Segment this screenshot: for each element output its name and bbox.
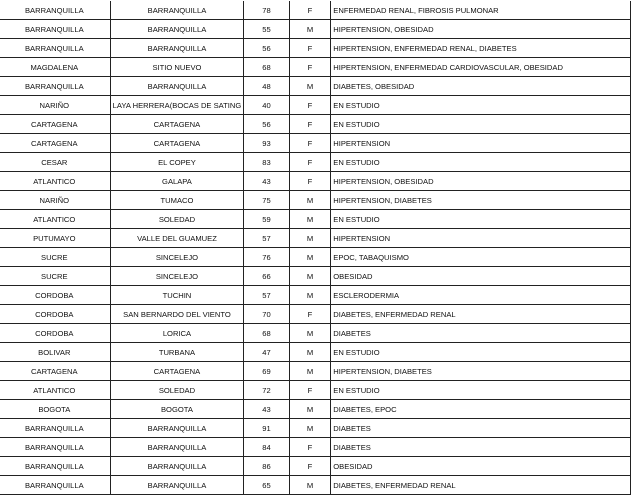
cell-sex[interactable]: M xyxy=(289,267,331,286)
cell-department[interactable]: BARRANQUILLA xyxy=(0,1,110,20)
cell-conditions[interactable]: DIABETES, ENFERMEDAD RENAL xyxy=(331,305,631,324)
cell-sex[interactable]: F xyxy=(289,1,331,20)
table-row xyxy=(0,381,631,400)
cell-municipality[interactable]: CARTAGENA xyxy=(110,362,244,381)
cell-municipality[interactable]: BARRANQUILLA xyxy=(110,476,244,495)
cell-conditions[interactable]: HIPERTENSION xyxy=(331,134,631,153)
cell-municipality[interactable]: BARRANQUILLA xyxy=(110,1,244,20)
cell-municipality[interactable]: SOLEDAD xyxy=(110,381,244,400)
cell-sex[interactable]: F xyxy=(289,457,331,476)
cell-department[interactable]: CESAR xyxy=(0,153,110,172)
cell-conditions[interactable]: EPOC, TABAQUISMO xyxy=(331,248,631,267)
cell-department[interactable]: BOGOTA xyxy=(0,400,110,419)
cell-conditions[interactable]: HIPERTENSION, ENFERMEDAD RENAL, DIABETES xyxy=(331,39,631,58)
cell-conditions[interactable]: HIPERTENSION xyxy=(331,229,631,248)
cell-department[interactable]: ATLANTICO xyxy=(0,381,110,400)
table-row xyxy=(0,438,631,457)
cell-municipality[interactable]: SINCELEJO xyxy=(110,267,244,286)
table-row xyxy=(0,229,631,248)
cell-age[interactable]: 75 xyxy=(244,191,289,210)
table-row xyxy=(0,20,631,39)
cell-conditions[interactable]: DIABETES, OBESIDAD xyxy=(331,77,631,96)
cell-sex[interactable]: M xyxy=(289,476,331,495)
cell-department[interactable]: BARRANQUILLA xyxy=(0,77,110,96)
table-row xyxy=(0,134,631,153)
cell-age[interactable]: 55 xyxy=(244,20,289,39)
cell-sex[interactable]: M xyxy=(289,229,331,248)
cell-conditions[interactable]: EN ESTUDIO xyxy=(331,210,631,229)
cell-conditions[interactable]: HIPERTENSION, OBESIDAD xyxy=(331,172,631,191)
cell-municipality[interactable]: BARRANQUILLA xyxy=(110,77,244,96)
spreadsheet-table xyxy=(0,1,631,495)
cell-sex[interactable]: M xyxy=(289,77,331,96)
table-row xyxy=(0,210,631,229)
table-row xyxy=(0,39,631,58)
cell-department[interactable]: BARRANQUILLA xyxy=(0,457,110,476)
cell-conditions[interactable]: ESCLERODERMIA xyxy=(331,286,631,305)
cell-conditions[interactable]: HIPERTENSION, DIABETES xyxy=(331,191,631,210)
cell-sex[interactable]: F xyxy=(289,58,331,77)
cell-age[interactable]: 70 xyxy=(244,305,289,324)
cell-sex[interactable]: F xyxy=(289,153,331,172)
cell-sex[interactable]: F xyxy=(289,305,331,324)
cell-municipality[interactable]: SAN BERNARDO DEL VIENTO xyxy=(110,305,244,324)
cell-age[interactable]: 84 xyxy=(244,438,289,457)
cell-municipality[interactable]: BARRANQUILLA xyxy=(110,457,244,476)
cell-sex[interactable]: M xyxy=(289,210,331,229)
cell-conditions[interactable]: EN ESTUDIO xyxy=(331,153,631,172)
cell-municipality[interactable]: BOGOTA xyxy=(110,400,244,419)
cell-age[interactable]: 47 xyxy=(244,343,289,362)
cell-conditions[interactable]: DIABETES xyxy=(331,324,631,343)
cell-sex[interactable]: F xyxy=(289,438,331,457)
cell-conditions[interactable]: EN ESTUDIO xyxy=(331,115,631,134)
cell-conditions[interactable]: DIABETES xyxy=(331,419,631,438)
cell-age[interactable]: 86 xyxy=(244,457,289,476)
cell-department[interactable]: SUCRE xyxy=(0,248,110,267)
cell-sex[interactable]: F xyxy=(289,381,331,400)
cell-conditions[interactable]: HIPERTENSION, DIABETES xyxy=(331,362,631,381)
table-row xyxy=(0,267,631,286)
cell-municipality[interactable]: LORICA xyxy=(110,324,244,343)
cell-conditions[interactable]: ENFERMEDAD RENAL, FIBROSIS PULMONAR xyxy=(331,1,631,20)
cell-department[interactable]: BARRANQUILLA xyxy=(0,438,110,457)
cell-sex[interactable]: M xyxy=(289,191,331,210)
cell-municipality[interactable]: TURBANA xyxy=(110,343,244,362)
table-row xyxy=(0,248,631,267)
table-row xyxy=(0,115,631,134)
cell-municipality[interactable]: LAYA HERRERA(BOCAS DE SATING xyxy=(110,96,244,115)
cell-department[interactable]: BARRANQUILLA xyxy=(0,419,110,438)
cell-conditions[interactable]: EN ESTUDIO xyxy=(331,96,631,115)
cell-age[interactable]: 68 xyxy=(244,324,289,343)
cell-department[interactable]: NARIÑO xyxy=(0,191,110,210)
cell-age[interactable]: 56 xyxy=(244,39,289,58)
cell-age[interactable]: 66 xyxy=(244,267,289,286)
cell-conditions[interactable]: DIABETES xyxy=(331,438,631,457)
cell-sex[interactable]: M xyxy=(289,20,331,39)
cell-age[interactable]: 48 xyxy=(244,77,289,96)
cell-department[interactable]: BOLIVAR xyxy=(0,343,110,362)
cell-municipality[interactable]: TUMACO xyxy=(110,191,244,210)
cell-municipality[interactable]: SINCELEJO xyxy=(110,248,244,267)
cell-age[interactable]: 57 xyxy=(244,286,289,305)
cell-municipality[interactable]: CARTAGENA xyxy=(110,134,244,153)
cell-municipality[interactable]: BARRANQUILLA xyxy=(110,438,244,457)
cell-department[interactable]: CORDOBA xyxy=(0,324,110,343)
cell-department[interactable]: NARIÑO xyxy=(0,96,110,115)
cell-age[interactable]: 43 xyxy=(244,400,289,419)
cell-conditions[interactable]: HIPERTENSION, OBESIDAD xyxy=(331,20,631,39)
table-row xyxy=(0,96,631,115)
cell-age[interactable]: 40 xyxy=(244,96,289,115)
cell-age[interactable]: 56 xyxy=(244,115,289,134)
table-body xyxy=(0,1,631,495)
cell-department[interactable]: CARTAGENA xyxy=(0,115,110,134)
table-row xyxy=(0,457,631,476)
cell-sex[interactable]: M xyxy=(289,362,331,381)
cell-department[interactable]: BARRANQUILLA xyxy=(0,476,110,495)
table-row xyxy=(0,58,631,77)
cell-department[interactable]: ATLANTICO xyxy=(0,172,110,191)
table-row xyxy=(0,77,631,96)
cell-department[interactable]: CORDOBA xyxy=(0,305,110,324)
cell-municipality[interactable]: VALLE DEL GUAMUEZ xyxy=(110,229,244,248)
cell-age[interactable]: 57 xyxy=(244,229,289,248)
table-row xyxy=(0,153,631,172)
cell-municipality[interactable]: EL COPEY xyxy=(110,153,244,172)
table-row xyxy=(0,305,631,324)
cell-municipality[interactable]: TUCHIN xyxy=(110,286,244,305)
cell-age[interactable]: 72 xyxy=(244,381,289,400)
table-row xyxy=(0,400,631,419)
cell-municipality[interactable]: BARRANQUILLA xyxy=(110,39,244,58)
cell-department[interactable]: PUTUMAYO xyxy=(0,229,110,248)
cell-department[interactable]: CORDOBA xyxy=(0,286,110,305)
table-row xyxy=(0,476,631,495)
cell-municipality[interactable]: CARTAGENA xyxy=(110,115,244,134)
cell-age[interactable]: 93 xyxy=(244,134,289,153)
table-row xyxy=(0,419,631,438)
cell-age[interactable]: 68 xyxy=(244,58,289,77)
cell-conditions[interactable]: OBESIDAD xyxy=(331,267,631,286)
cell-sex[interactable]: M xyxy=(289,248,331,267)
cell-sex[interactable]: F xyxy=(289,115,331,134)
cell-age[interactable]: 65 xyxy=(244,476,289,495)
cell-conditions[interactable]: DIABETES, EPOC xyxy=(331,400,631,419)
cell-department[interactable]: BARRANQUILLA xyxy=(0,20,110,39)
cell-sex[interactable]: F xyxy=(289,172,331,191)
table-row xyxy=(0,172,631,191)
cell-conditions[interactable]: EN ESTUDIO xyxy=(331,343,631,362)
cell-conditions[interactable]: DIABETES, ENFERMEDAD RENAL xyxy=(331,476,631,495)
cell-department[interactable]: CARTAGENA xyxy=(0,362,110,381)
cell-age[interactable]: 78 xyxy=(244,1,289,20)
cell-sex[interactable]: M xyxy=(289,400,331,419)
cell-department[interactable]: BARRANQUILLA xyxy=(0,39,110,58)
cell-conditions[interactable]: OBESIDAD xyxy=(331,457,631,476)
cell-age[interactable]: 91 xyxy=(244,419,289,438)
cell-age[interactable]: 69 xyxy=(244,362,289,381)
table-row xyxy=(0,1,631,20)
cell-sex[interactable]: F xyxy=(289,134,331,153)
table-row xyxy=(0,286,631,305)
cell-department[interactable]: SUCRE xyxy=(0,267,110,286)
cell-municipality[interactable]: SITIO NUEVO xyxy=(110,58,244,77)
cell-sex[interactable]: M xyxy=(289,324,331,343)
cell-sex[interactable]: M xyxy=(289,343,331,362)
cell-conditions[interactable]: EN ESTUDIO xyxy=(331,381,631,400)
cell-age[interactable]: 59 xyxy=(244,210,289,229)
cell-department[interactable]: CARTAGENA xyxy=(0,134,110,153)
cell-sex[interactable]: M xyxy=(289,419,331,438)
cell-conditions[interactable]: HIPERTENSION, ENFERMEDAD CARDIOVASCULAR, OBESIDAD xyxy=(331,58,631,77)
cell-municipality[interactable]: BARRANQUILLA xyxy=(110,419,244,438)
cell-municipality[interactable]: BARRANQUILLA xyxy=(110,20,244,39)
cell-municipality[interactable]: SOLEDAD xyxy=(110,210,244,229)
cell-department[interactable]: MAGDALENA xyxy=(0,58,110,77)
cell-sex[interactable]: M xyxy=(289,286,331,305)
cell-age[interactable]: 76 xyxy=(244,248,289,267)
cell-department[interactable]: ATLANTICO xyxy=(0,210,110,229)
table-row xyxy=(0,343,631,362)
cell-municipality[interactable]: GALAPA xyxy=(110,172,244,191)
cell-sex[interactable]: F xyxy=(289,96,331,115)
cell-age[interactable]: 83 xyxy=(244,153,289,172)
cell-sex[interactable]: F xyxy=(289,39,331,58)
table-row xyxy=(0,362,631,381)
cell-age[interactable]: 43 xyxy=(244,172,289,191)
table-row xyxy=(0,191,631,210)
table-row xyxy=(0,324,631,343)
